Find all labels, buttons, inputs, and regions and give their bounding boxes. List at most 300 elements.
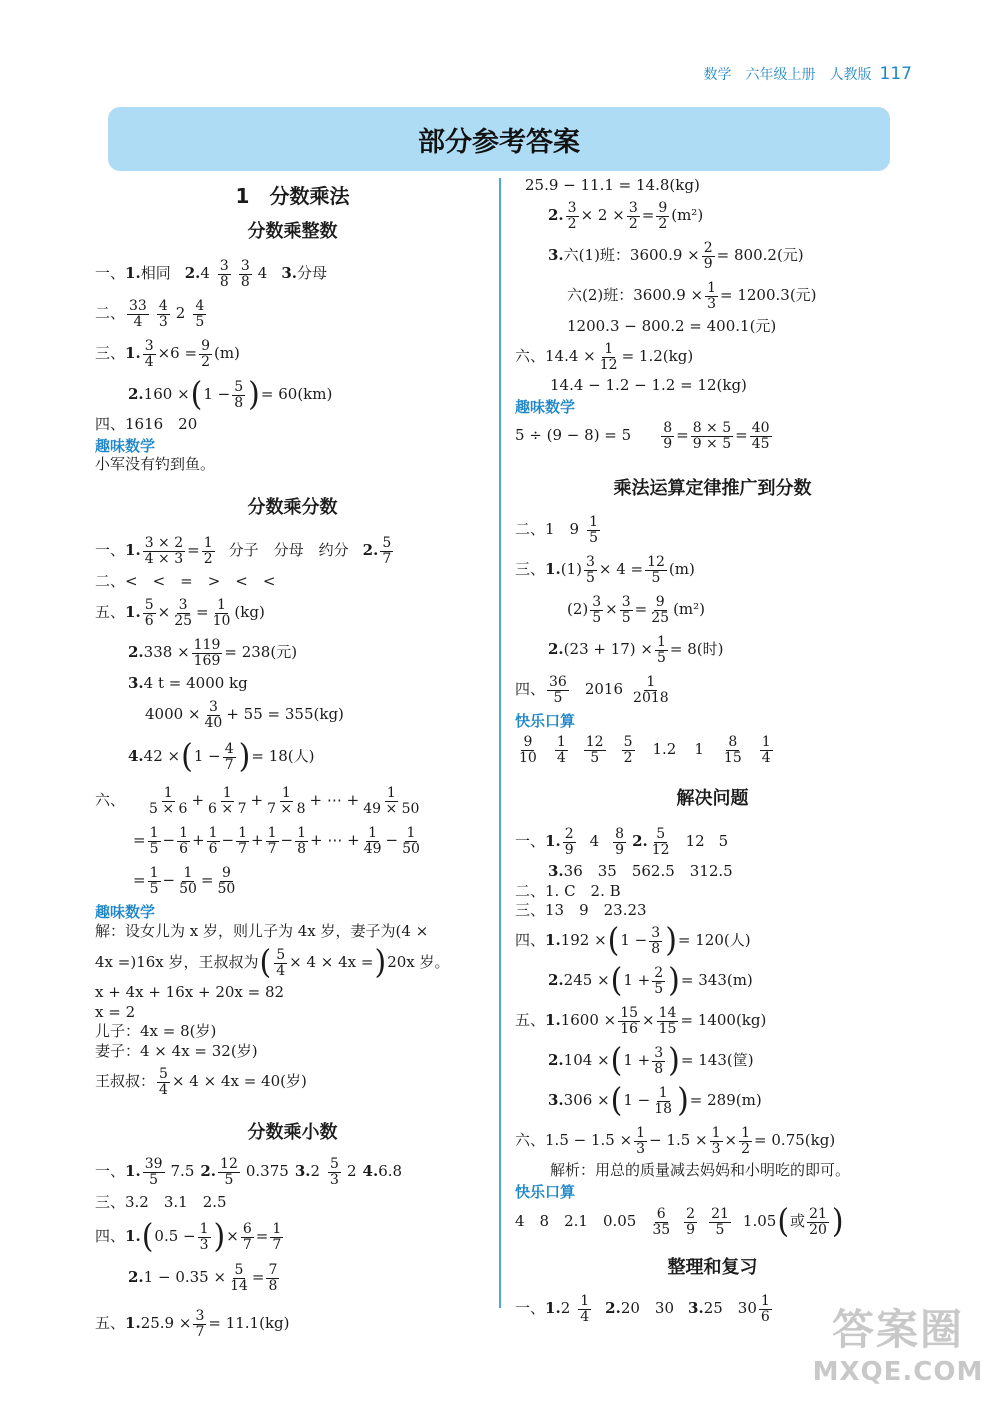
numerator: 1 [761,733,771,750]
fraction [657,1006,679,1036]
answer-line [95,633,490,673]
fun-math-tag: 趣味数学 [95,903,156,921]
fraction [650,1207,672,1237]
denominator: 2 [628,215,638,232]
answer-line [95,295,490,333]
fraction [380,536,393,566]
answer-text: 245 × [563,971,610,990]
denominator: 2 [658,215,668,232]
answer-text: 36 35 562.5 312.5 [563,862,733,881]
answer-text: = 120(人) [677,931,751,950]
item-number: 1. [545,560,561,579]
unit: (kg) [234,603,265,622]
denominator: 5 [589,529,599,546]
denominator: 10 [212,612,231,629]
watermark-text: 答案圈 [831,1305,964,1354]
answer-text: 4 t = 4000 kg [143,674,248,693]
answer-text: = 18(人) [251,747,315,766]
answer-text: 4x =)16x 岁，王叔叔为 [95,953,259,972]
answer-text: 2016 [584,680,624,699]
denominator: 9 [615,841,625,858]
fraction [760,735,773,765]
fraction [218,259,231,289]
numerator: 9 [201,337,210,354]
answer-text: 5 ÷ (9 − 8) = 5 [515,426,632,445]
left-paren: ( [259,943,272,982]
right-paren: ) [668,1041,680,1080]
denominator: 12 [651,841,670,858]
denominator: 16 [620,1020,639,1037]
answer-text: = [196,603,209,622]
fraction [266,826,279,856]
fraction [555,735,568,765]
denominator: 3 [158,313,168,330]
denominator: 4 [276,962,286,979]
numerator: 1 [238,824,247,841]
answer-text: 分母 [296,264,327,283]
answer-line [95,1062,490,1102]
fraction [157,1067,170,1097]
denominator: 8 [654,1060,664,1077]
left-column [95,180,490,1344]
fraction [177,866,199,896]
fraction [702,241,715,271]
answer-text: = 343(m) [680,971,753,990]
numerator: 8 [663,419,673,436]
right-column [515,176,910,1329]
answer-text: 1.05 [742,1212,777,1231]
answer-line [515,1201,910,1243]
answer-line: = $\frac{1}{5}$ − $\frac{1}{50}$ = $\frac{9}{50}$ [133,864,236,897]
numerator: 1 [589,513,599,530]
item-number: 2. [548,640,564,659]
answer-line [515,862,910,882]
numerator: 33 [129,297,147,314]
denominator: 3 [636,1140,646,1157]
item-number: 3. [548,1091,564,1110]
answer-text: × 4 = [598,560,644,579]
denominator: 9 [663,435,673,452]
answer-text: 5 [718,832,729,851]
unit: (m²) [671,206,704,225]
answer-line: x = 2 [95,1002,136,1021]
denominator: 5 [715,1221,725,1238]
denominator: 3 [199,1236,209,1253]
denominator: 50 [179,880,197,897]
answer-text: 7.5 [170,1162,195,1181]
denominator: 20 [809,1221,827,1238]
fraction [709,1207,731,1237]
numerator: 6 [656,1205,666,1222]
answer-line [515,276,910,316]
left-paren: ( [607,921,620,960]
answer-text: 1 [694,740,704,759]
item-number: 2. [605,1299,621,1318]
item-number: 2. [200,1162,217,1181]
numerator: 1 [149,864,159,881]
line-prefix: 三、 [95,344,126,363]
fraction [645,555,667,585]
answer-text: 160 × [143,385,190,404]
answer-text: 王叔叔： [95,1072,156,1091]
denominator: 50 [402,840,420,857]
denominator: 2 [203,550,213,567]
fraction [587,515,600,545]
item-number: 1. [125,264,141,283]
denominator: 8 [651,940,661,957]
item-number: 1. [545,832,561,851]
answer-text: 25.9 × [140,1314,192,1333]
answer-text: 1 + [623,971,651,990]
numerator: 1 [217,596,226,613]
answer-text: 12 [685,832,705,851]
answer-line [515,1081,910,1121]
fraction [236,826,249,856]
left-paren: ( [610,1081,623,1120]
fraction [203,700,225,730]
answer-text: 4 [257,264,268,283]
answer-line: = $\frac{1}{5}$ − $\frac{1}{6}$ + $\frac{1}{6}$ − $\frac{1}{7}$ + $\frac{1}{7}$ − $\frac{1}{8}$ + ⋯ + $\frac{1}{49}$ − $\frac{1}{50}$ [133,824,420,857]
denominator: 7 [267,840,277,857]
denominator: 45 [751,435,770,452]
fraction [148,826,161,856]
fraction [218,1157,240,1187]
item-number: 4. [128,747,144,766]
line-prefix: 五、 [95,1314,126,1333]
fraction [361,786,421,816]
answer-text: 25 30 [703,1299,757,1318]
answer-line [95,1304,490,1344]
fraction [148,866,161,896]
answer-line: 三、13 9 23.23 [515,901,647,920]
numerator: 1 [741,1124,751,1141]
answer-line: 小军没有钓到鱼。 [95,455,216,474]
answer-text: + ⋯ + [309,791,360,810]
answer-line [515,550,910,590]
item-number: 1. [125,1314,141,1333]
numerator: 12 [220,1155,238,1172]
line-prefix: 五、 [95,603,126,622]
fraction [199,339,212,369]
fraction [759,1294,772,1324]
denominator: 169 [193,652,221,669]
denominator: 7 [195,1323,205,1340]
denominator: 12 [599,356,618,373]
denominator: 9 [686,1221,696,1238]
numerator: 1 [272,1220,282,1237]
unit: (m²) [673,600,706,619]
numerator: 3 [592,593,602,610]
answer-text: 20 30 [620,1299,675,1318]
answer-line [95,735,490,779]
left-paren: ( [181,737,193,776]
right-paren: ) [677,1081,689,1120]
fraction [143,598,156,628]
answer-line [515,1041,910,1081]
numerator: 1 [406,824,416,841]
answer-line: 二、< < = > < < [95,572,276,591]
answer-line: 1200.3 − 800.2 = 400.1(元) [567,317,777,336]
unit: (m) [668,560,695,579]
answer-line [515,236,910,276]
fraction [147,786,189,816]
answer-text: + ⋯ + [310,831,360,850]
item-number: 2. [548,971,564,990]
numerator: 9 [221,864,231,881]
fraction [584,555,597,585]
denominator: 5 [195,313,205,330]
numerator: 21 [809,1205,827,1222]
denominator: 5 [654,980,664,997]
fraction [239,259,252,289]
answer-line [95,695,490,735]
answer-line: 25.9 − 11.1 = 14.8(kg) [525,176,700,195]
numerator: 1 [281,784,291,801]
section-title: 乘法运算定律推广到分数 [613,478,812,499]
numerator: 1 [556,733,566,750]
denominator: 9 [703,255,713,272]
denominator: 4 [556,749,566,766]
fraction [661,421,674,451]
right-paren: ) [665,921,677,960]
fraction [655,635,668,665]
left-paren: ( [190,375,203,414]
left-paren: ( [777,1202,790,1241]
numerator: 14 [658,1004,677,1021]
line-prefix: 四、 [515,931,546,950]
item-number: 2. [128,1268,144,1287]
line-prefix: 四、 [95,1227,126,1246]
denominator: 14 [230,1277,248,1294]
fraction [627,201,640,231]
answer-line [515,338,910,376]
fraction [705,281,718,311]
fraction [157,299,170,329]
answer-line [515,1001,910,1041]
denominator: 5 [651,569,661,586]
answer-text: × [605,600,618,619]
answer-text: 2 [175,304,186,323]
answer-text: = [676,426,689,445]
answer-line: 三、3.2 3.1 2.5 [95,1193,227,1212]
answer-text: 1 − [623,1091,651,1110]
answer-text: = [133,831,146,850]
fraction [563,827,576,857]
numerator: 12 [585,733,604,750]
answer-text: = [641,206,655,225]
fraction [223,742,236,772]
denominator: 4 [144,353,154,370]
answer-line [95,375,490,415]
denominator: 25 [174,612,193,629]
answer-line: 解析：用总的质量减去妈妈和小明吃的即可。 [550,1161,851,1180]
denominator: 8 [268,1277,278,1294]
answer-text: 1 − [203,385,231,404]
item-number: 1. [125,344,141,363]
answer-text: 相同 [140,264,171,283]
numerator: 1 [707,279,716,296]
fraction [566,201,579,231]
numerator: 6 [242,1220,252,1237]
fraction [598,342,620,372]
right-paren: ) [248,375,260,414]
item-number: 3. [281,264,297,283]
answer-text: = 143(筐) [680,1051,754,1070]
fraction [127,299,149,329]
denominator: 5 [224,1171,234,1188]
line-prefix: 五、 [515,1011,546,1030]
denominator: 2 [623,749,633,766]
denominator: 3 [711,1140,721,1157]
numerator: 3 [651,924,661,941]
denominator: 6 [179,840,188,857]
right-paren: ) [374,943,387,982]
answer-text: 1.2 [652,740,677,759]
item-number: 2. [362,541,379,560]
denominator: 5 [657,649,666,666]
header-subject: 数学 [703,67,732,83]
answer-text: = 1400(kg) [680,1011,767,1030]
answer-line [95,943,490,983]
numerator: 3 [219,257,229,274]
item-number: 1. [125,1227,141,1246]
numerator: 9 [655,593,665,610]
answer-text: = [187,541,200,560]
answer-text: = 800.2(元) [716,246,804,265]
answer-line: 六、 $\frac{1}{5 \times 6}$ + $\frac{1}{6 \times 7}$ + $\frac{1}{7 \times 8}$ + ⋯ + $\frac{1}{49 \times 50}$ [95,784,420,817]
answer-text: = [735,426,748,445]
item-number: 3. [294,1162,311,1181]
fun-math-tag: 趣味数学 [95,437,156,455]
fraction [206,786,248,816]
numerator: 5 [234,378,244,395]
fraction [613,827,626,857]
denominator: 6 [760,1308,770,1325]
page-header [704,64,912,84]
numerator: 12 [647,553,665,570]
answer-text: 1.5 − 1.5 × [545,1131,633,1150]
fraction [634,1126,647,1156]
numerator: 3 [621,593,631,610]
watermark-url: MXQE.COM [812,1357,984,1387]
fraction [622,735,635,765]
denominator: 7 [238,840,247,857]
fraction [807,1207,829,1237]
answer-text: × 4 × 4x = [289,953,374,972]
denominator: 40 [204,714,223,731]
denominator: 4 × 3 [144,550,184,567]
line-prefix: 一、 [95,1162,126,1181]
numerator: 3 [208,698,218,715]
numerator: 8 [728,733,738,750]
numerator: 4 [224,740,234,757]
numerator: 36 [549,673,567,690]
denominator: 10 [519,749,537,766]
denominator: 5 [621,609,631,626]
item-number: 2. [128,643,144,662]
denominator: 49 [363,840,382,857]
numerator: 8 × 5 [692,419,732,436]
section-title: 解决问题 [676,788,749,809]
fraction [618,1006,640,1036]
line-prefix: 六、 [515,347,546,366]
answer-text: (1) [560,560,582,579]
column-divider [499,178,501,1308]
denominator: 2 [201,353,210,370]
answer-text: 0.5 − [154,1227,196,1246]
denominator: 35 [652,1221,671,1238]
numerator: 39 [144,1155,163,1172]
numerator: 1 [711,1124,721,1141]
answer-text: 6.8 [378,1162,403,1181]
answer-line [95,1258,490,1298]
answer-text: × [226,1227,239,1246]
title-banner [108,107,890,171]
answer-text: 分子 分母 约分 [228,541,349,560]
fraction [202,536,215,566]
denominator: 4 [159,1081,168,1098]
numerator: 1 [386,784,396,801]
numerator: 40 [751,419,770,436]
answer-text: 0.375 [245,1162,289,1181]
answer-text: (23 + 17) × [563,640,653,659]
fraction [652,1046,665,1076]
denominator: 5 [149,1171,159,1188]
answer-text: × [724,1131,738,1150]
item-number: 3. [688,1299,704,1318]
fraction [265,786,307,816]
numerator: 3 [144,337,154,354]
right-paren: ) [831,1202,844,1241]
line-prefix: 六、 [515,1131,546,1150]
answer-text: 1 + [623,1051,651,1070]
answer-line [515,670,910,710]
numerator: 1 [646,673,656,690]
answer-line [95,1216,490,1258]
fraction [710,1126,723,1156]
right-paren: ) [238,737,251,776]
answer-text: = 11.1(kg) [208,1314,290,1333]
numerator: 3 [585,553,595,570]
denominator: 8 [297,840,306,857]
line-prefix: 二、 [515,520,546,539]
fraction [211,598,233,628]
numerator: 3 × 2 [144,534,184,551]
chapter-heading: 1 分数乘法 [235,184,350,208]
denominator: 7 [224,756,234,773]
answer-text: 六(2)班：3600.9 × [567,286,704,305]
numerator: 1 [657,633,666,650]
answer-text: = 8(时) [669,640,724,659]
answer-line: 四、1616 20 [95,415,198,434]
numerator: 5 [656,825,666,842]
answer-text: 4000 × [145,705,201,724]
denominator: 7 [272,1236,282,1253]
denominator: 4 [761,749,771,766]
numerator: 1 [199,1220,209,1237]
denominator: 15 [658,1020,677,1037]
numerator: 1 [368,824,378,841]
numerator: 3 [654,1044,664,1061]
answer-line: 妻子：4 × 4x = 32(岁) [95,1042,258,1061]
numerator: 1 [149,824,159,841]
answer-text: 20x 岁。 [387,953,450,972]
numerator: 5 [234,1261,244,1278]
denominator: 9 × 5 [692,435,732,452]
fraction [143,536,185,566]
numerator: 1 [604,340,614,357]
item-number: 1. [125,541,141,560]
